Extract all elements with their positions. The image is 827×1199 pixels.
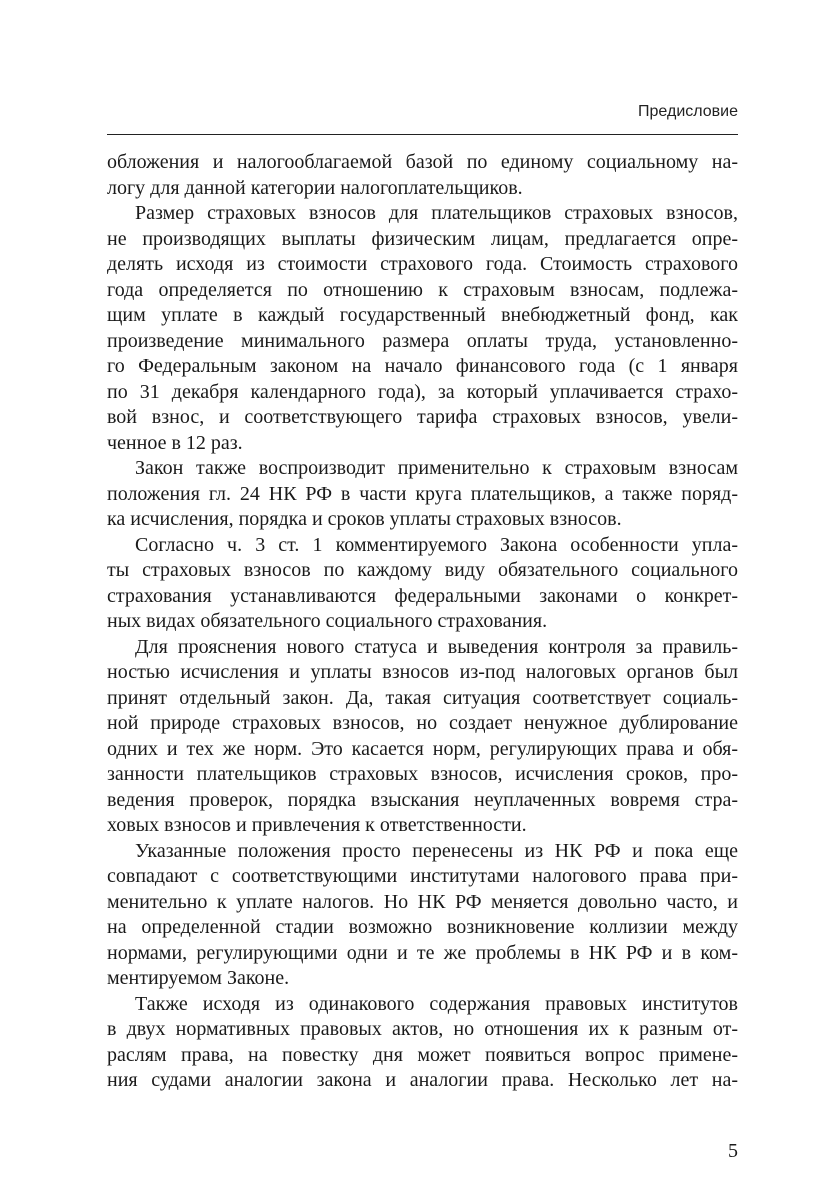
paragraph — [107, 456, 738, 533]
text-line: го Федеральным законом на начало финансового года (с 1 января — [107, 355, 738, 377]
text-line: ка исчисления, порядка и сроков уплаты страховых взносов. — [107, 508, 622, 530]
text-line: обложения и налогооблагаемой базой по единому социальному на- — [107, 151, 738, 173]
text-line: менительно к уплате налогов. Но НК РФ меняется довольно часто, и — [107, 890, 738, 913]
text-line: ностью исчисления и уплаты взносов из-под налоговых органов был — [107, 661, 738, 683]
text-line: ментируемом Законе. — [107, 967, 290, 989]
paragraph — [107, 150, 738, 201]
text-line: на определенной стадии возможно возникновение коллизии между — [107, 916, 738, 938]
text-line: Закон также воспроизводит применительно к страховым взносам — [135, 457, 738, 479]
text-line: ты страховых взносов по каждому виду обязательного социального — [107, 559, 738, 581]
text-line: делять исходя из стоимости страхового года. Стоимость страхового — [107, 253, 738, 275]
text-line: одних и тех же норм. Это касается норм, регулирующих права и обя- — [107, 737, 738, 760]
text-line: логу для данной категории налогоплательщиков. — [107, 176, 523, 199]
text-line: щим уплате в каждый государственный внебюджетный фонд, как — [107, 304, 738, 326]
text-line: ной природе страховых взносов, но создает ненужное дублирование — [107, 712, 738, 734]
text-line: нормами, регулирующими одни и те же проблемы в НК РФ и в ком- — [107, 941, 738, 964]
text-line: совпадают с соответствующими институтами налогового права при- — [107, 865, 738, 887]
text-line: ных видах обязательного социального страхования. — [107, 610, 548, 632]
text-line: страхования устанавливаются федеральными законами о конкрет- — [107, 584, 738, 607]
paragraph — [107, 635, 738, 839]
text-line: года определяется по отношению к страховым взносам, подлежа- — [107, 278, 738, 301]
text-line: принят отдельный закон. Да, такая ситуация соответствует социаль- — [107, 686, 738, 709]
text-line: Также исходя из одинакового содержания правовых институтов — [135, 992, 738, 1015]
paragraph — [107, 992, 738, 1094]
text-line: положения гл. 24 НК РФ в части круга плательщиков, а также поряд- — [107, 482, 738, 505]
paragraph — [107, 533, 738, 635]
body-text — [107, 150, 738, 1094]
text-line: не производящих выплаты физическим лицам, предлагается опре- — [107, 227, 738, 250]
text-line: ведения проверок, порядка взыскания неуплаченных вовремя стра- — [107, 788, 738, 811]
text-line: Согласно ч. 3 ст. 1 комментируемого Закона особенности упла- — [135, 533, 738, 556]
text-line: ховых взносов и привлечения к ответственности. — [107, 814, 527, 836]
text-line: по 31 декабря календарного года), за который уплачивается страхо- — [107, 380, 738, 403]
text-line: в двух нормативных правовых актов, но отношения их к разным от- — [107, 1018, 738, 1040]
paragraph — [107, 201, 738, 456]
text-line: вой взнос, и соответствующего тарифа страховых взносов, увели- — [107, 406, 738, 428]
text-line: ния судами аналогии закона и аналогии права. Несколько лет на- — [107, 1069, 738, 1091]
text-line: Размер страховых взносов для плательщиков страховых взносов, — [135, 202, 738, 224]
text-line: Для прояснения нового статуса и выведения контроля за правиль- — [135, 635, 738, 658]
text-line: раслям права, на повестку дня может появиться вопрос примене- — [107, 1043, 738, 1066]
text-line: занности плательщиков страховых взносов, исчисления сроков, про- — [107, 763, 738, 785]
paragraph — [107, 839, 738, 992]
text-line: ченное в 12 раз. — [107, 431, 243, 454]
running-header-title: Предисловие — [638, 103, 738, 120]
page-number: 5 — [728, 1140, 738, 1162]
text-line: Указанные положения просто перенесены из НК РФ и пока еще — [135, 839, 738, 862]
header-rule — [107, 134, 738, 135]
text-line: произведение минимального размера оплаты труда, установленно- — [107, 329, 738, 352]
